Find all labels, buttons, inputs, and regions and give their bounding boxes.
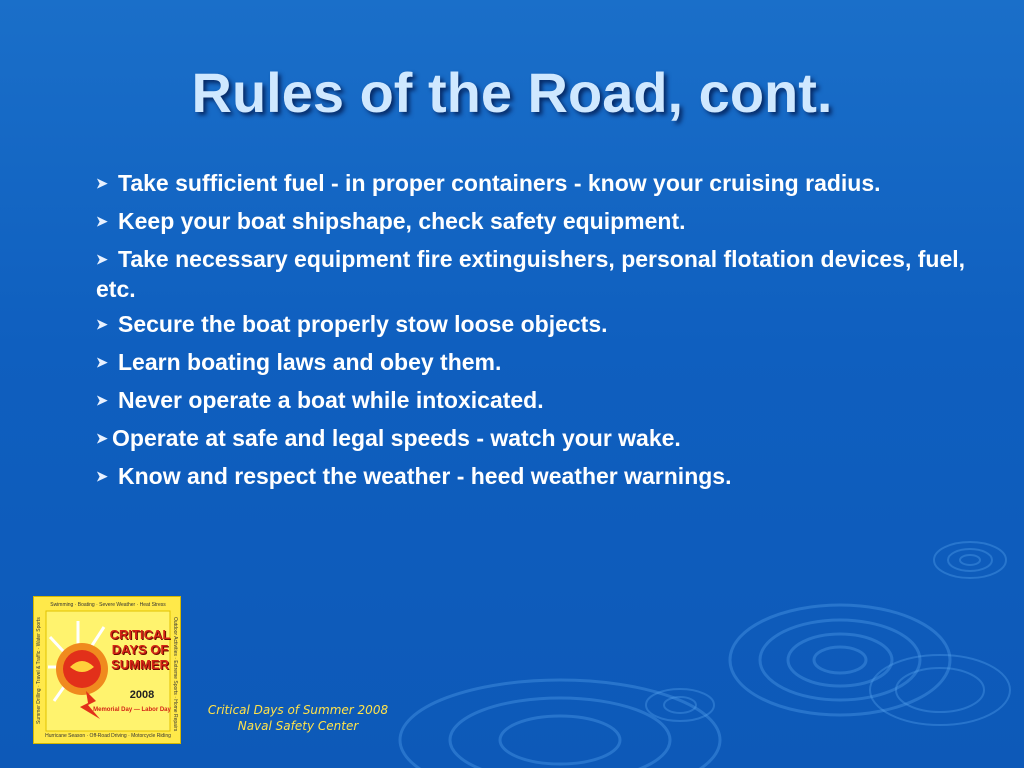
list-item: [96, 349, 976, 379]
list-item: [96, 425, 976, 455]
footer-caption: [186, 702, 410, 734]
bullet-text: Take sufficient fuel - in proper containers - know your cruising radius.: [118, 170, 881, 196]
bullet-list: [96, 170, 976, 501]
logo-bottom-band: Hurricane Season · Off-Road Driving · Motorcycle Riding: [45, 733, 171, 739]
arrowhead-icon: ➤: [96, 251, 108, 267]
list-item: [96, 170, 976, 200]
footer-line-2: Naval Safety Center: [237, 719, 359, 733]
list-item: [96, 463, 976, 493]
slide-title: Rules of the Road, cont.: [191, 61, 833, 124]
bullet-text: Take necessary equipment fire extinguishers, personal flotation devices, fuel, etc.: [96, 246, 966, 302]
critical-days-of-summer-logo: [33, 596, 181, 744]
arrowhead-icon: ➤: [96, 392, 108, 408]
logo-left-band: Summer Drilling · Travel & Traffic · Water Sports: [36, 617, 42, 725]
arrowhead-icon: ➤: [96, 316, 108, 332]
logo-headline-line: SUMMER: [111, 657, 169, 672]
logo-headline-line: DAYS OF: [111, 642, 169, 657]
bullet-text: Never operate a boat while intoxicated.: [118, 387, 544, 413]
arrowhead-icon: ➤: [96, 213, 108, 229]
arrowhead-icon: ➤: [96, 468, 108, 484]
arrowhead-icon: ➤: [96, 354, 108, 370]
bullet-text: Secure the boat properly stow loose objects.: [118, 311, 608, 337]
bullet-text: Operate at safe and legal speeds - watch your wake.: [112, 425, 681, 451]
list-item: [96, 387, 976, 417]
logo-right-band: Outdoor Activities · Extreme Sports · Home Repairs: [172, 617, 178, 732]
list-item: [96, 311, 976, 341]
arrowhead-icon: ➤: [96, 175, 108, 191]
list-item: [96, 208, 976, 238]
logo-headline-line: CRITICAL: [109, 627, 171, 642]
list-item: [96, 246, 976, 303]
logo-top-band: Swimming · Boating · Severe Weather · Heat Stress: [50, 602, 166, 608]
bullet-text: Learn boating laws and obey them.: [118, 349, 502, 375]
logo-headline: [108, 627, 172, 672]
bullet-text: Keep your boat shipshape, check safety equipment.: [118, 208, 686, 234]
bullet-text: Know and respect the weather - heed weather warnings.: [118, 463, 732, 489]
logo-dates: Memorial Day — Labor Day: [93, 707, 171, 713]
logo-year: 2008: [129, 689, 155, 701]
arrowhead-icon: ➤: [96, 430, 108, 446]
footer-line-1: Critical Days of Summer 2008: [207, 703, 389, 717]
